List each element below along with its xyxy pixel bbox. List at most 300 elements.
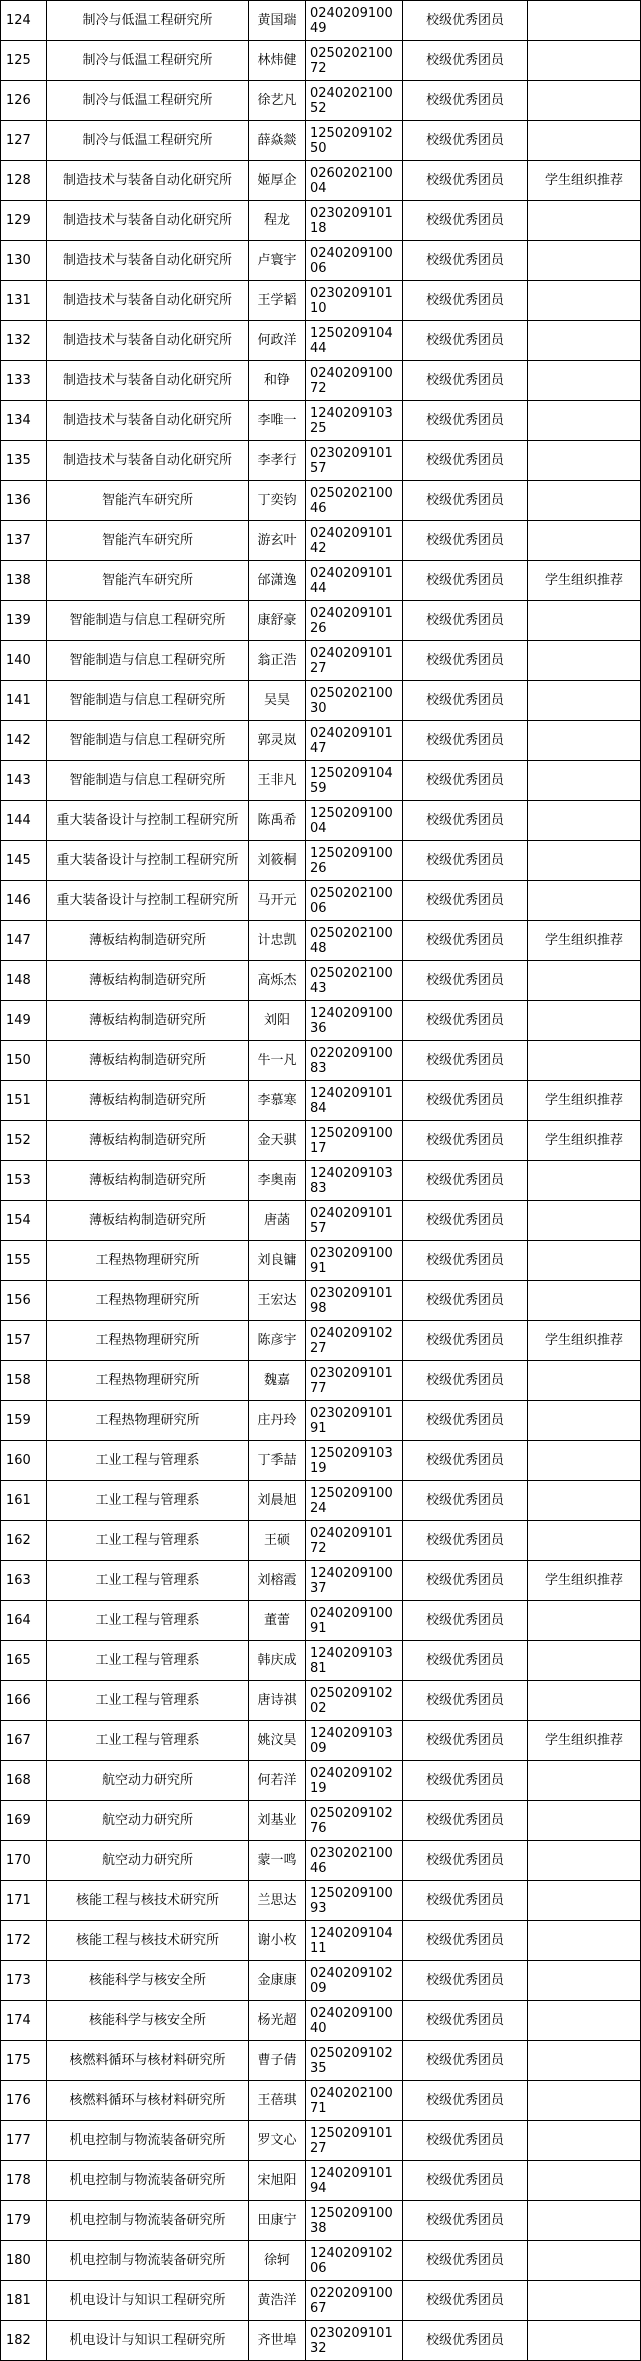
student-id-cell: 024020210052 <box>306 81 403 121</box>
student-name-cell: 林炜健 <box>249 41 306 81</box>
honor-title-cell: 校级优秀团员 <box>403 1281 528 1321</box>
row-number: 143 <box>1 761 47 801</box>
recommendation-note-cell <box>528 41 641 81</box>
recommendation-note-cell <box>528 121 641 161</box>
row-number: 160 <box>1 1441 47 1481</box>
student-id-cell: 025020210030 <box>306 681 403 721</box>
student-name-cell: 李奥南 <box>249 1161 306 1201</box>
row-number: 133 <box>1 361 47 401</box>
department-cell: 制冷与低温工程研究所 <box>47 1 249 41</box>
honor-title-cell: 校级优秀团员 <box>403 1 528 41</box>
honor-title-cell: 校级优秀团员 <box>403 2321 528 2361</box>
student-name-cell: 马开元 <box>249 881 306 921</box>
honor-title-cell: 校级优秀团员 <box>403 1241 528 1281</box>
table-row <box>1 1161 641 1201</box>
department-cell: 智能汽车研究所 <box>47 481 249 521</box>
department-cell: 制造技术与装备自动化研究所 <box>47 401 249 441</box>
honor-title-cell: 校级优秀团员 <box>403 241 528 281</box>
department-cell: 薄板结构制造研究所 <box>47 1081 249 1121</box>
table-row <box>1 1801 641 1841</box>
table-row <box>1 1201 641 1241</box>
table-row <box>1 2201 641 2241</box>
department-cell: 工程热物理研究所 <box>47 1321 249 1361</box>
row-number: 178 <box>1 2161 47 2201</box>
student-name-cell: 吴昊 <box>249 681 306 721</box>
honor-title-cell: 校级优秀团员 <box>403 2241 528 2281</box>
student-name-cell: 刘阳 <box>249 1001 306 1041</box>
recommendation-note-cell: 学生组织推荐 <box>528 1561 641 1601</box>
row-number: 125 <box>1 41 47 81</box>
student-name-cell: 姚汶昊 <box>249 1721 306 1761</box>
student-name-cell: 刘榕霞 <box>249 1561 306 1601</box>
student-id-cell: 125020910459 <box>306 761 403 801</box>
student-name-cell: 薛焱燚 <box>249 121 306 161</box>
student-id-cell: 124020910036 <box>306 1001 403 1041</box>
recommendation-note-cell <box>528 1881 641 1921</box>
department-cell: 机电控制与物流装备研究所 <box>47 2121 249 2161</box>
table-row <box>1 2161 641 2201</box>
recommendation-note-cell <box>528 801 641 841</box>
honor-title-cell: 校级优秀团员 <box>403 321 528 361</box>
recommendation-note-cell <box>528 1961 641 2001</box>
department-cell: 制冷与低温工程研究所 <box>47 41 249 81</box>
recommendation-note-cell <box>528 481 641 521</box>
table-row <box>1 1121 641 1161</box>
row-number: 153 <box>1 1161 47 1201</box>
student-id-cell: 024020910144 <box>306 561 403 601</box>
honor-title-cell: 校级优秀团员 <box>403 841 528 881</box>
department-cell: 工程热物理研究所 <box>47 1401 249 1441</box>
student-name-cell: 宋旭阳 <box>249 2161 306 2201</box>
student-id-cell: 124020910325 <box>306 401 403 441</box>
student-id-cell: 024020910072 <box>306 361 403 401</box>
department-cell: 工业工程与管理系 <box>47 1521 249 1561</box>
row-number: 144 <box>1 801 47 841</box>
honor-title-cell: 校级优秀团员 <box>403 1481 528 1521</box>
table-row <box>1 401 641 441</box>
recommendation-note-cell <box>528 1921 641 1961</box>
student-id-cell: 023020910118 <box>306 201 403 241</box>
student-id-cell: 023020910157 <box>306 441 403 481</box>
table-row <box>1 961 641 1001</box>
student-id-cell: 026020210004 <box>306 161 403 201</box>
row-number: 131 <box>1 281 47 321</box>
table-row <box>1 241 641 281</box>
student-id-cell: 025020210072 <box>306 41 403 81</box>
table-row <box>1 41 641 81</box>
honor-title-cell: 校级优秀团员 <box>403 1681 528 1721</box>
honor-title-cell: 校级优秀团员 <box>403 81 528 121</box>
recommendation-note-cell <box>528 2081 641 2121</box>
recommendation-note-cell <box>528 601 641 641</box>
row-number: 154 <box>1 1201 47 1241</box>
department-cell: 核能科学与核安全所 <box>47 1961 249 2001</box>
table-row <box>1 1481 641 1521</box>
recommendation-note-cell: 学生组织推荐 <box>528 921 641 961</box>
student-id-cell: 125020910250 <box>306 121 403 161</box>
student-id-cell: 125020910004 <box>306 801 403 841</box>
honor-title-cell: 校级优秀团员 <box>403 761 528 801</box>
student-id-cell: 125020910319 <box>306 1441 403 1481</box>
department-cell: 制造技术与装备自动化研究所 <box>47 241 249 281</box>
table-row <box>1 1361 641 1401</box>
table-row <box>1 1681 641 1721</box>
honor-title-cell: 校级优秀团员 <box>403 1041 528 1081</box>
recommendation-note-cell <box>528 881 641 921</box>
student-id-cell: 124020910037 <box>306 1561 403 1601</box>
student-id-cell: 124020910184 <box>306 1081 403 1121</box>
department-cell: 机电控制与物流装备研究所 <box>47 2161 249 2201</box>
table-row <box>1 1721 641 1761</box>
row-number: 169 <box>1 1801 47 1841</box>
honor-title-cell: 校级优秀团员 <box>403 121 528 161</box>
row-number: 162 <box>1 1521 47 1561</box>
department-cell: 机电控制与物流装备研究所 <box>47 2201 249 2241</box>
student-name-cell: 牛一凡 <box>249 1041 306 1081</box>
table-row <box>1 881 641 921</box>
honor-title-cell: 校级优秀团员 <box>403 721 528 761</box>
student-name-cell: 谢小枚 <box>249 1921 306 1961</box>
department-cell: 薄板结构制造研究所 <box>47 1161 249 1201</box>
honor-title-cell: 校级优秀团员 <box>403 1961 528 2001</box>
student-name-cell: 田康宁 <box>249 2201 306 2241</box>
recommendation-note-cell <box>528 321 641 361</box>
honor-title-cell: 校级优秀团员 <box>403 561 528 601</box>
row-number: 139 <box>1 601 47 641</box>
row-number: 145 <box>1 841 47 881</box>
recommendation-note-cell <box>528 1681 641 1721</box>
table-row <box>1 321 641 361</box>
department-cell: 智能汽车研究所 <box>47 561 249 601</box>
recommendation-note-cell: 学生组织推荐 <box>528 561 641 601</box>
row-number: 155 <box>1 1241 47 1281</box>
recommendation-note-cell <box>528 201 641 241</box>
table-row <box>1 521 641 561</box>
student-id-cell: 025020210006 <box>306 881 403 921</box>
department-cell: 薄板结构制造研究所 <box>47 961 249 1001</box>
table-row <box>1 1921 641 1961</box>
student-id-cell: 024020910209 <box>306 1961 403 2001</box>
department-cell: 工业工程与管理系 <box>47 1681 249 1721</box>
recommendation-note-cell: 学生组织推荐 <box>528 1121 641 1161</box>
row-number: 128 <box>1 161 47 201</box>
student-id-cell: 024020910127 <box>306 641 403 681</box>
row-number: 181 <box>1 2281 47 2321</box>
honor-title-cell: 校级优秀团员 <box>403 1441 528 1481</box>
student-id-cell: 024020910172 <box>306 1521 403 1561</box>
honor-title-cell: 校级优秀团员 <box>403 1401 528 1441</box>
honor-title-cell: 校级优秀团员 <box>403 161 528 201</box>
table-row <box>1 2121 641 2161</box>
student-name-cell: 刘良镛 <box>249 1241 306 1281</box>
honor-title-cell: 校级优秀团员 <box>403 881 528 921</box>
student-id-cell: 025020910202 <box>306 1681 403 1721</box>
row-number: 179 <box>1 2201 47 2241</box>
student-name-cell: 李唯一 <box>249 401 306 441</box>
department-cell: 航空动力研究所 <box>47 1761 249 1801</box>
student-name-cell: 卢寰宇 <box>249 241 306 281</box>
student-name-cell: 康舒豪 <box>249 601 306 641</box>
student-id-cell: 124020910381 <box>306 1641 403 1681</box>
table-row <box>1 361 641 401</box>
row-number: 156 <box>1 1281 47 1321</box>
row-number: 129 <box>1 201 47 241</box>
row-number: 149 <box>1 1001 47 1041</box>
recommendation-note-cell <box>528 2321 641 2361</box>
student-id-cell: 124020910309 <box>306 1721 403 1761</box>
recommendation-note-cell <box>528 521 641 561</box>
honor-title-cell: 校级优秀团员 <box>403 2081 528 2121</box>
department-cell: 制造技术与装备自动化研究所 <box>47 441 249 481</box>
department-cell: 制冷与低温工程研究所 <box>47 81 249 121</box>
row-number: 180 <box>1 2241 47 2281</box>
recommendation-note-cell <box>528 641 641 681</box>
recommendation-note-cell <box>528 241 641 281</box>
student-id-cell: 023020910132 <box>306 2321 403 2361</box>
department-cell: 工业工程与管理系 <box>47 1601 249 1641</box>
department-cell: 智能制造与信息工程研究所 <box>47 601 249 641</box>
department-cell: 制冷与低温工程研究所 <box>47 121 249 161</box>
row-number: 130 <box>1 241 47 281</box>
department-cell: 制造技术与装备自动化研究所 <box>47 321 249 361</box>
roster-body <box>1 1 641 2361</box>
recommendation-note-cell: 学生组织推荐 <box>528 1721 641 1761</box>
recommendation-note-cell <box>528 1361 641 1401</box>
table-row <box>1 2041 641 2081</box>
row-number: 182 <box>1 2321 47 2361</box>
recommendation-note-cell <box>528 961 641 1001</box>
department-cell: 工程热物理研究所 <box>47 1361 249 1401</box>
honor-title-cell: 校级优秀团员 <box>403 521 528 561</box>
student-id-cell: 023020910191 <box>306 1401 403 1441</box>
department-cell: 智能制造与信息工程研究所 <box>47 681 249 721</box>
row-number: 136 <box>1 481 47 521</box>
student-name-cell: 金康康 <box>249 1961 306 2001</box>
honor-title-cell: 校级优秀团员 <box>403 201 528 241</box>
recommendation-note-cell <box>528 2161 641 2201</box>
department-cell: 工程热物理研究所 <box>47 1281 249 1321</box>
honor-title-cell: 校级优秀团员 <box>403 361 528 401</box>
department-cell: 航空动力研究所 <box>47 1841 249 1881</box>
department-cell: 核能工程与核技术研究所 <box>47 1881 249 1921</box>
row-number: 151 <box>1 1081 47 1121</box>
table-row <box>1 2321 641 2361</box>
department-cell: 核燃料循环与核材料研究所 <box>47 2081 249 2121</box>
table-row <box>1 81 641 121</box>
row-number: 148 <box>1 961 47 1001</box>
student-name-cell: 兰思达 <box>249 1881 306 1921</box>
row-number: 168 <box>1 1761 47 1801</box>
student-id-cell: 124020910194 <box>306 2161 403 2201</box>
student-name-cell: 程龙 <box>249 201 306 241</box>
student-name-cell: 刘基业 <box>249 1801 306 1841</box>
student-name-cell: 陈彦宇 <box>249 1321 306 1361</box>
row-number: 163 <box>1 1561 47 1601</box>
recommendation-note-cell <box>528 681 641 721</box>
recommendation-note-cell <box>528 1401 641 1441</box>
recommendation-note-cell: 学生组织推荐 <box>528 1081 641 1121</box>
row-number: 158 <box>1 1361 47 1401</box>
honor-title-cell: 校级优秀团员 <box>403 441 528 481</box>
department-cell: 工业工程与管理系 <box>47 1561 249 1601</box>
student-id-cell: 024020210071 <box>306 2081 403 2121</box>
row-number: 126 <box>1 81 47 121</box>
table-row <box>1 601 641 641</box>
student-name-cell: 姬厚企 <box>249 161 306 201</box>
student-name-cell: 齐世埠 <box>249 2321 306 2361</box>
table-row <box>1 1041 641 1081</box>
student-id-cell: 024020910227 <box>306 1321 403 1361</box>
recommendation-note-cell: 学生组织推荐 <box>528 161 641 201</box>
table-row <box>1 2241 641 2281</box>
student-id-cell: 125020910093 <box>306 1881 403 1921</box>
honor-title-cell: 校级优秀团员 <box>403 921 528 961</box>
recommendation-note-cell <box>528 841 641 881</box>
recommendation-note-cell <box>528 361 641 401</box>
table-row <box>1 1 641 41</box>
student-name-cell: 唐菡 <box>249 1201 306 1241</box>
recommendation-note-cell <box>528 81 641 121</box>
table-row <box>1 921 641 961</box>
honor-title-cell: 校级优秀团员 <box>403 1161 528 1201</box>
department-cell: 核能工程与核技术研究所 <box>47 1921 249 1961</box>
department-cell: 智能汽车研究所 <box>47 521 249 561</box>
honor-title-cell: 校级优秀团员 <box>403 1601 528 1641</box>
student-id-cell: 023020910091 <box>306 1241 403 1281</box>
student-name-cell: 李慕寒 <box>249 1081 306 1121</box>
student-id-cell: 024020910126 <box>306 601 403 641</box>
row-number: 134 <box>1 401 47 441</box>
table-row <box>1 201 641 241</box>
honor-title-cell: 校级优秀团员 <box>403 2121 528 2161</box>
student-id-cell: 024020910219 <box>306 1761 403 1801</box>
department-cell: 核能科学与核安全所 <box>47 2001 249 2041</box>
honor-title-cell: 校级优秀团员 <box>403 41 528 81</box>
department-cell: 航空动力研究所 <box>47 1801 249 1841</box>
department-cell: 重大装备设计与控制工程研究所 <box>47 841 249 881</box>
honor-title-cell: 校级优秀团员 <box>403 641 528 681</box>
table-row <box>1 561 641 601</box>
recommendation-note-cell <box>528 1161 641 1201</box>
student-id-cell: 125020910017 <box>306 1121 403 1161</box>
student-id-cell: 124020910411 <box>306 1921 403 1961</box>
honor-title-cell: 校级优秀团员 <box>403 1801 528 1841</box>
recommendation-note-cell <box>528 2121 641 2161</box>
recommendation-note-cell <box>528 1601 641 1641</box>
student-name-cell: 曹子倩 <box>249 2041 306 2081</box>
row-number: 177 <box>1 2121 47 2161</box>
row-number: 141 <box>1 681 47 721</box>
student-id-cell: 125020910038 <box>306 2201 403 2241</box>
table-row <box>1 1281 641 1321</box>
department-cell: 薄板结构制造研究所 <box>47 1201 249 1241</box>
department-cell: 薄板结构制造研究所 <box>47 1001 249 1041</box>
recommendation-note-cell <box>528 2241 641 2281</box>
student-name-cell: 丁奕钧 <box>249 481 306 521</box>
recommendation-note-cell <box>528 2041 641 2081</box>
table-row <box>1 1441 641 1481</box>
department-cell: 工程热物理研究所 <box>47 1241 249 1281</box>
student-name-cell: 黄浩洋 <box>249 2281 306 2321</box>
honor-title-cell: 校级优秀团员 <box>403 1841 528 1881</box>
student-name-cell: 徐轲 <box>249 2241 306 2281</box>
recommendation-note-cell <box>528 1441 641 1481</box>
honor-title-cell: 校级优秀团员 <box>403 2001 528 2041</box>
recommendation-note-cell <box>528 2001 641 2041</box>
honor-title-cell: 校级优秀团员 <box>403 2041 528 2081</box>
row-number: 175 <box>1 2041 47 2081</box>
recommendation-note-cell <box>528 1761 641 1801</box>
table-row <box>1 2281 641 2321</box>
table-row <box>1 281 641 321</box>
honor-title-cell: 校级优秀团员 <box>403 1921 528 1961</box>
table-row <box>1 1881 641 1921</box>
row-number: 176 <box>1 2081 47 2121</box>
recommendation-note-cell <box>528 1841 641 1881</box>
student-name-cell: 王非凡 <box>249 761 306 801</box>
row-number: 137 <box>1 521 47 561</box>
honor-title-cell: 校级优秀团员 <box>403 1321 528 1361</box>
student-id-cell: 024020910049 <box>306 1 403 41</box>
student-name-cell: 高烁杰 <box>249 961 306 1001</box>
student-name-cell: 徐艺凡 <box>249 81 306 121</box>
honor-title-cell: 校级优秀团员 <box>403 281 528 321</box>
honor-title-cell: 校级优秀团员 <box>403 801 528 841</box>
honor-title-cell: 校级优秀团员 <box>403 401 528 441</box>
department-cell: 工业工程与管理系 <box>47 1721 249 1761</box>
table-row <box>1 1001 641 1041</box>
student-name-cell: 唐诗祺 <box>249 1681 306 1721</box>
table-row <box>1 641 641 681</box>
row-number: 140 <box>1 641 47 681</box>
recommendation-note-cell <box>528 1041 641 1081</box>
student-name-cell: 游玄叶 <box>249 521 306 561</box>
honor-title-cell: 校级优秀团员 <box>403 1881 528 1921</box>
recommendation-note-cell <box>528 1641 641 1681</box>
row-number: 165 <box>1 1641 47 1681</box>
student-id-cell: 024020910091 <box>306 1601 403 1641</box>
row-number: 161 <box>1 1481 47 1521</box>
table-row <box>1 121 641 161</box>
recommendation-note-cell <box>528 1241 641 1281</box>
honor-title-cell: 校级优秀团员 <box>403 481 528 521</box>
table-row <box>1 1641 641 1681</box>
honor-title-cell: 校级优秀团员 <box>403 2201 528 2241</box>
row-number: 150 <box>1 1041 47 1081</box>
student-id-cell: 023020910110 <box>306 281 403 321</box>
honor-title-cell: 校级优秀团员 <box>403 1001 528 1041</box>
student-name-cell: 金天骐 <box>249 1121 306 1161</box>
department-cell: 制造技术与装备自动化研究所 <box>47 161 249 201</box>
recommendation-note-cell <box>528 1521 641 1561</box>
department-cell: 制造技术与装备自动化研究所 <box>47 201 249 241</box>
row-number: 171 <box>1 1881 47 1921</box>
recommendation-note-cell <box>528 281 641 321</box>
table-row <box>1 721 641 761</box>
table-row <box>1 1401 641 1441</box>
student-id-cell: 024020910157 <box>306 1201 403 1241</box>
department-cell: 制造技术与装备自动化研究所 <box>47 361 249 401</box>
row-number: 170 <box>1 1841 47 1881</box>
recommendation-note-cell <box>528 1201 641 1241</box>
student-id-cell: 023020910198 <box>306 1281 403 1321</box>
student-name-cell: 和铮 <box>249 361 306 401</box>
student-name-cell: 董蕾 <box>249 1601 306 1641</box>
student-name-cell: 邰潇逸 <box>249 561 306 601</box>
student-id-cell: 025020910276 <box>306 1801 403 1841</box>
student-id-cell: 124020910206 <box>306 2241 403 2281</box>
student-id-cell: 125020910024 <box>306 1481 403 1521</box>
